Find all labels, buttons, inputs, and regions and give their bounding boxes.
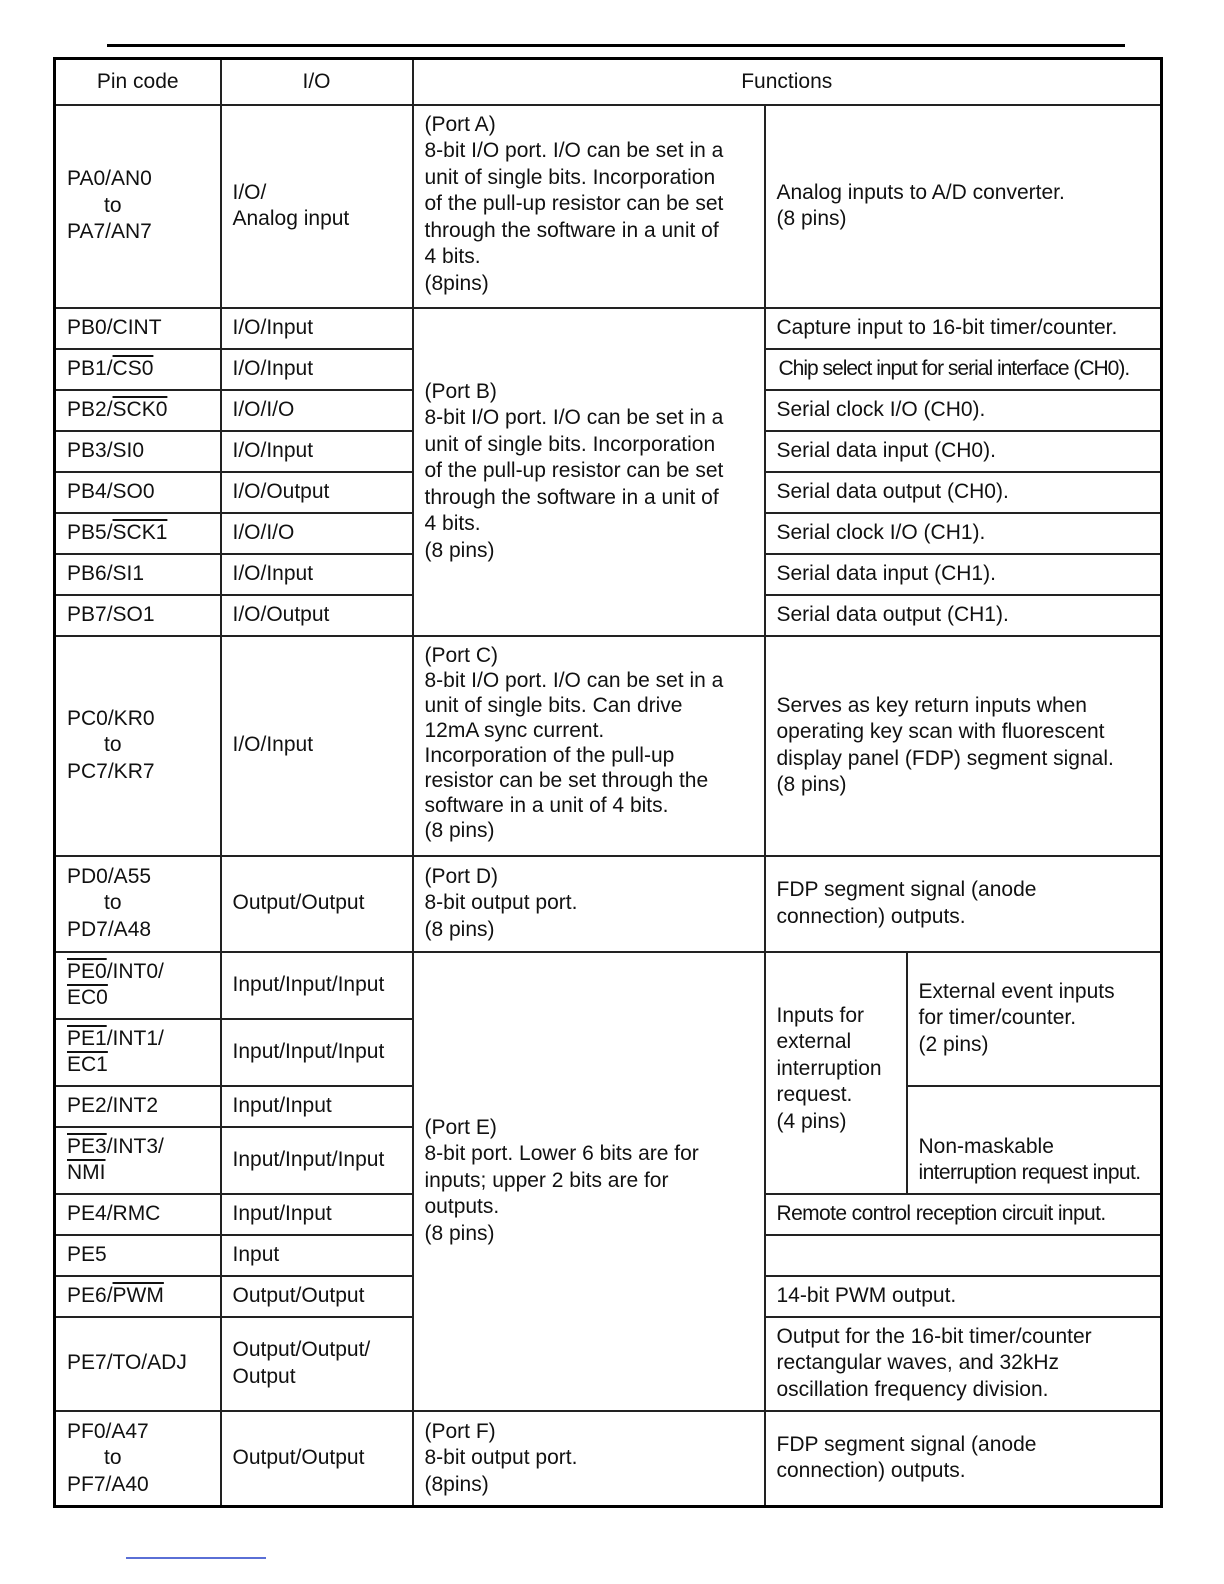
pin-cell <box>55 513 221 554</box>
io-cell: Output/Output <box>221 856 413 952</box>
func-text: Remote control reception circuit input. <box>776 1201 1106 1225</box>
top-rule <box>107 44 1125 47</box>
desc-line: (Port A) <box>424 112 496 136</box>
pin-cell <box>55 390 221 431</box>
nmi-cell <box>907 1086 1162 1194</box>
desc-line: unit of single bits. Incorporation <box>424 432 716 456</box>
io-cell: I/O/Input <box>221 636 413 856</box>
func-text: Chip select input for serial interface (CH0). <box>778 356 1130 380</box>
desc-line: 8-bit I/O port. I/O can be set in a <box>424 668 724 692</box>
desc-line: 8-bit output port. <box>424 891 578 915</box>
pin-label: PB3/ <box>67 438 113 462</box>
desc-line: (Port F) <box>424 1419 496 1443</box>
function-cell: Capture input to 16-bit timer/counter. <box>765 308 1162 349</box>
desc-line: unit of single bits. Incorporation <box>424 165 716 189</box>
io-line: Analog input <box>232 207 350 230</box>
function-cell <box>765 1194 1162 1235</box>
pin-label-active-low: EC0 <box>67 986 108 1009</box>
io-cell: Input/Input/Input <box>221 1127 413 1194</box>
pin-cell: PE7/TO/ADJ <box>55 1317 221 1411</box>
io-cell: I/O/Input <box>221 308 413 349</box>
pin-label-active-low: SCK0 <box>112 397 168 421</box>
pin-cell <box>55 105 221 308</box>
function-cell: Serial data output (CH1). <box>765 595 1162 636</box>
desc-line: (Port D) <box>424 864 498 888</box>
func-line: Serves as key return inputs when <box>776 693 1087 717</box>
irq-line: external <box>776 1030 852 1053</box>
function-cell: Serial data output (CH0). <box>765 472 1162 513</box>
io-line: Output <box>232 1364 296 1388</box>
pin-label: SI0 <box>112 438 145 462</box>
desc-line: 12mA sync current. <box>424 718 605 742</box>
io-cell: Output/Output <box>221 1411 413 1507</box>
function-cell <box>765 1317 1162 1411</box>
func-line: oscillation frequency division. <box>776 1377 1049 1401</box>
desc-line: (8 pins) <box>424 917 495 941</box>
header-io: I/O <box>221 59 413 105</box>
io-line: Output/Output/ <box>232 1338 371 1361</box>
desc-line: 8-bit I/O port. I/O can be set in a <box>424 139 724 162</box>
desc-line: unit of single bits. Can drive <box>424 693 683 717</box>
ext-event-line: (2 pins) <box>918 1032 989 1056</box>
port-description <box>413 636 765 856</box>
pin-label: /INT0/ <box>106 959 164 983</box>
pin-cell <box>55 1276 221 1317</box>
pin-label-active-low: $\overline{PWM}$ <box>112 1283 164 1307</box>
table-row-port-a <box>55 105 1162 308</box>
footer-link-underline[interactable] <box>126 1557 266 1559</box>
func-line: Analog inputs to A/D converter. <box>776 180 1065 204</box>
function-cell: Serial data input (CH0). <box>765 431 1162 472</box>
ext-event-cell <box>907 952 1162 1086</box>
pin-cell <box>55 1411 221 1507</box>
io-cell: I/O/Output <box>221 472 413 513</box>
function-cell: 14-bit PWM output. <box>765 1276 1162 1317</box>
pin-cell <box>55 554 221 595</box>
port-description <box>413 952 765 1411</box>
pin-label-active-low: $\overline{NMI}$ <box>67 1161 106 1184</box>
pin-start: PF0/A47 <box>67 1419 149 1443</box>
pin-label: /INT3/ <box>106 1134 164 1158</box>
function-cell <box>765 856 1162 952</box>
pin-start: PD0/A55 <box>67 864 152 888</box>
desc-line: of the pull-up resistor can be set <box>424 459 724 483</box>
io-cell: Input/Input/Input <box>221 952 413 1019</box>
irq-line: interruption <box>776 1056 882 1080</box>
func-line: operating key scan with fluorescent <box>776 720 1105 743</box>
desc-line: (8 pins) <box>424 1221 495 1245</box>
io-cell: Input <box>221 1235 413 1276</box>
table-header-row <box>55 59 1162 105</box>
desc-line: resistor can be set through the <box>424 768 709 792</box>
pin-label: SO1 <box>112 602 155 626</box>
func-line: Output for the 16-bit timer/counter <box>776 1324 1092 1348</box>
desc-line: 8-bit I/O port. I/O can be set in a <box>424 406 724 430</box>
pin-label: PE0 <box>67 959 107 983</box>
desc-line: (8 pins) <box>424 818 495 842</box>
pin-to: to <box>104 193 122 217</box>
table-row-port-f <box>55 1411 1162 1507</box>
func-line: (8 pins) <box>776 773 847 796</box>
header-pin-code: Pin code <box>55 59 221 105</box>
function-cell <box>765 1411 1162 1507</box>
pin-cell <box>55 636 221 856</box>
desc-line: inputs; upper 2 bits are for <box>424 1168 669 1192</box>
port-description <box>413 856 765 952</box>
pin-label: PE1 <box>67 1026 107 1050</box>
desc-line: 4 bits. <box>424 245 481 268</box>
table-row-pe0 <box>55 952 1162 1019</box>
function-cell: Serial clock I/O (CH0). <box>765 390 1162 431</box>
desc-line: (Port E) <box>424 1115 497 1139</box>
pin-label: PB6/ <box>67 561 113 585</box>
function-cell: Serial clock I/O (CH1). <box>765 513 1162 554</box>
function-cell <box>765 349 1162 390</box>
pin-cell <box>55 856 221 952</box>
pin-cell: PE4/RMC <box>55 1194 221 1235</box>
function-cell-empty <box>765 1235 1162 1276</box>
function-cell: Serial data input (CH1). <box>765 554 1162 595</box>
pin-label-active-low: CS0 <box>112 356 154 380</box>
ext-event-line: External event inputs <box>918 979 1115 1003</box>
function-cell <box>765 105 1162 308</box>
desc-line: (8pins) <box>424 271 489 295</box>
port-description <box>413 105 765 308</box>
pin-label: PB4/ <box>67 479 113 503</box>
io-cell: I/O/I/O <box>221 513 413 554</box>
pin-cell <box>55 1019 221 1086</box>
func-line: connection) outputs. <box>776 1459 966 1483</box>
desc-line: 8-bit output port. <box>424 1446 578 1469</box>
pin-label-active-low: SCK1 <box>112 520 168 544</box>
desc-line: through the software in a unit of <box>424 218 719 242</box>
io-cell <box>221 1317 413 1411</box>
pin-start: PC0/KR0 <box>67 706 155 730</box>
func-line: rectangular waves, and 32kHz <box>776 1351 1059 1375</box>
func-line: display panel (FDP) segment signal. <box>776 746 1114 770</box>
desc-line: (8pins) <box>424 1472 489 1496</box>
pin-to: to <box>104 1446 122 1469</box>
func-line: connection) outputs. <box>776 904 966 928</box>
pin-cell <box>55 431 221 472</box>
pin-end: PA7/AN7 <box>67 220 152 244</box>
pin-cell <box>55 1127 221 1194</box>
irq-line: (4 pins) <box>776 1109 847 1133</box>
port-description <box>413 308 765 636</box>
pin-end: PC7/KR7 <box>67 759 155 783</box>
irq-line: Inputs for <box>776 1003 865 1027</box>
pin-cell <box>55 308 221 349</box>
pin-label: PE3 <box>67 1134 107 1158</box>
pin-cell: PE5 <box>55 1235 221 1276</box>
pin-label-active-low: EC1 <box>67 1053 108 1076</box>
pin-end: PD7/A48 <box>67 917 152 941</box>
pin-to: to <box>104 891 122 915</box>
io-cell: Input/Input <box>221 1194 413 1235</box>
io-cell: I/O/I/O <box>221 390 413 431</box>
desc-line: of the pull-up resistor can be set <box>424 192 724 215</box>
desc-line: outputs. <box>424 1195 500 1219</box>
desc-line: software in a unit of 4 bits. <box>424 793 669 817</box>
pin-label: /INT1/ <box>106 1026 164 1050</box>
pin-cell <box>55 952 221 1019</box>
pin-label: SO0 <box>112 479 155 503</box>
desc-line: 8-bit port. Lower 6 bits are for <box>424 1142 699 1166</box>
desc-line: (8 pins) <box>424 538 495 562</box>
desc-line: through the software in a unit of <box>424 485 719 509</box>
nmi-line: interruption request input. <box>918 1161 1141 1184</box>
table-row-port-d <box>55 856 1162 952</box>
io-cell: I/O/Input <box>221 554 413 595</box>
pin-label: CINT <box>112 315 162 339</box>
desc-line: (Port B) <box>424 379 497 403</box>
io-cell <box>221 105 413 308</box>
io-cell: Input/Input/Input <box>221 1019 413 1086</box>
irq-cell <box>765 952 907 1194</box>
pin-label: PB2/ <box>67 397 113 421</box>
pin-label: PB1/ <box>67 356 113 380</box>
pin-function-table <box>53 57 1163 1508</box>
func-line: FDP segment signal (anode <box>776 1432 1037 1456</box>
irq-line: request. <box>776 1083 853 1106</box>
io-cell: I/O/Output <box>221 595 413 636</box>
io-line: I/O/ <box>232 180 267 204</box>
io-cell: Input/Input <box>221 1086 413 1127</box>
function-cell <box>765 636 1162 856</box>
pin-label: SI1 <box>112 561 145 585</box>
desc-line: (Port C) <box>424 643 498 667</box>
pin-cell <box>55 595 221 636</box>
pin-end: PF7/A40 <box>67 1472 149 1496</box>
pin-cell <box>55 472 221 513</box>
func-line: (8 pins) <box>776 207 847 230</box>
port-description <box>413 1411 765 1507</box>
pin-label: PB5/ <box>67 520 113 544</box>
table-row-port-c <box>55 636 1162 856</box>
desc-line: Incorporation of the pull-up <box>424 743 675 767</box>
table-row-pb0 <box>55 308 1162 349</box>
ext-event-line: for timer/counter. <box>918 1006 1077 1029</box>
func-line: FDP segment signal (anode <box>776 878 1037 901</box>
io-cell: I/O/Input <box>221 349 413 390</box>
pin-cell: PE2/INT2 <box>55 1086 221 1127</box>
pin-label: PB0/ <box>67 315 113 339</box>
pin-label: PB7/ <box>67 602 113 626</box>
pin-start: PA0/AN0 <box>67 167 152 191</box>
pin-to: to <box>104 733 122 757</box>
header-functions: Functions <box>413 59 1162 105</box>
io-cell: I/O/Input <box>221 431 413 472</box>
nmi-line: Non-maskable <box>918 1134 1054 1158</box>
io-cell: Output/Output <box>221 1276 413 1317</box>
pin-label: PE6/ <box>67 1283 113 1307</box>
pin-cell <box>55 349 221 390</box>
desc-line: 4 bits. <box>424 512 481 536</box>
